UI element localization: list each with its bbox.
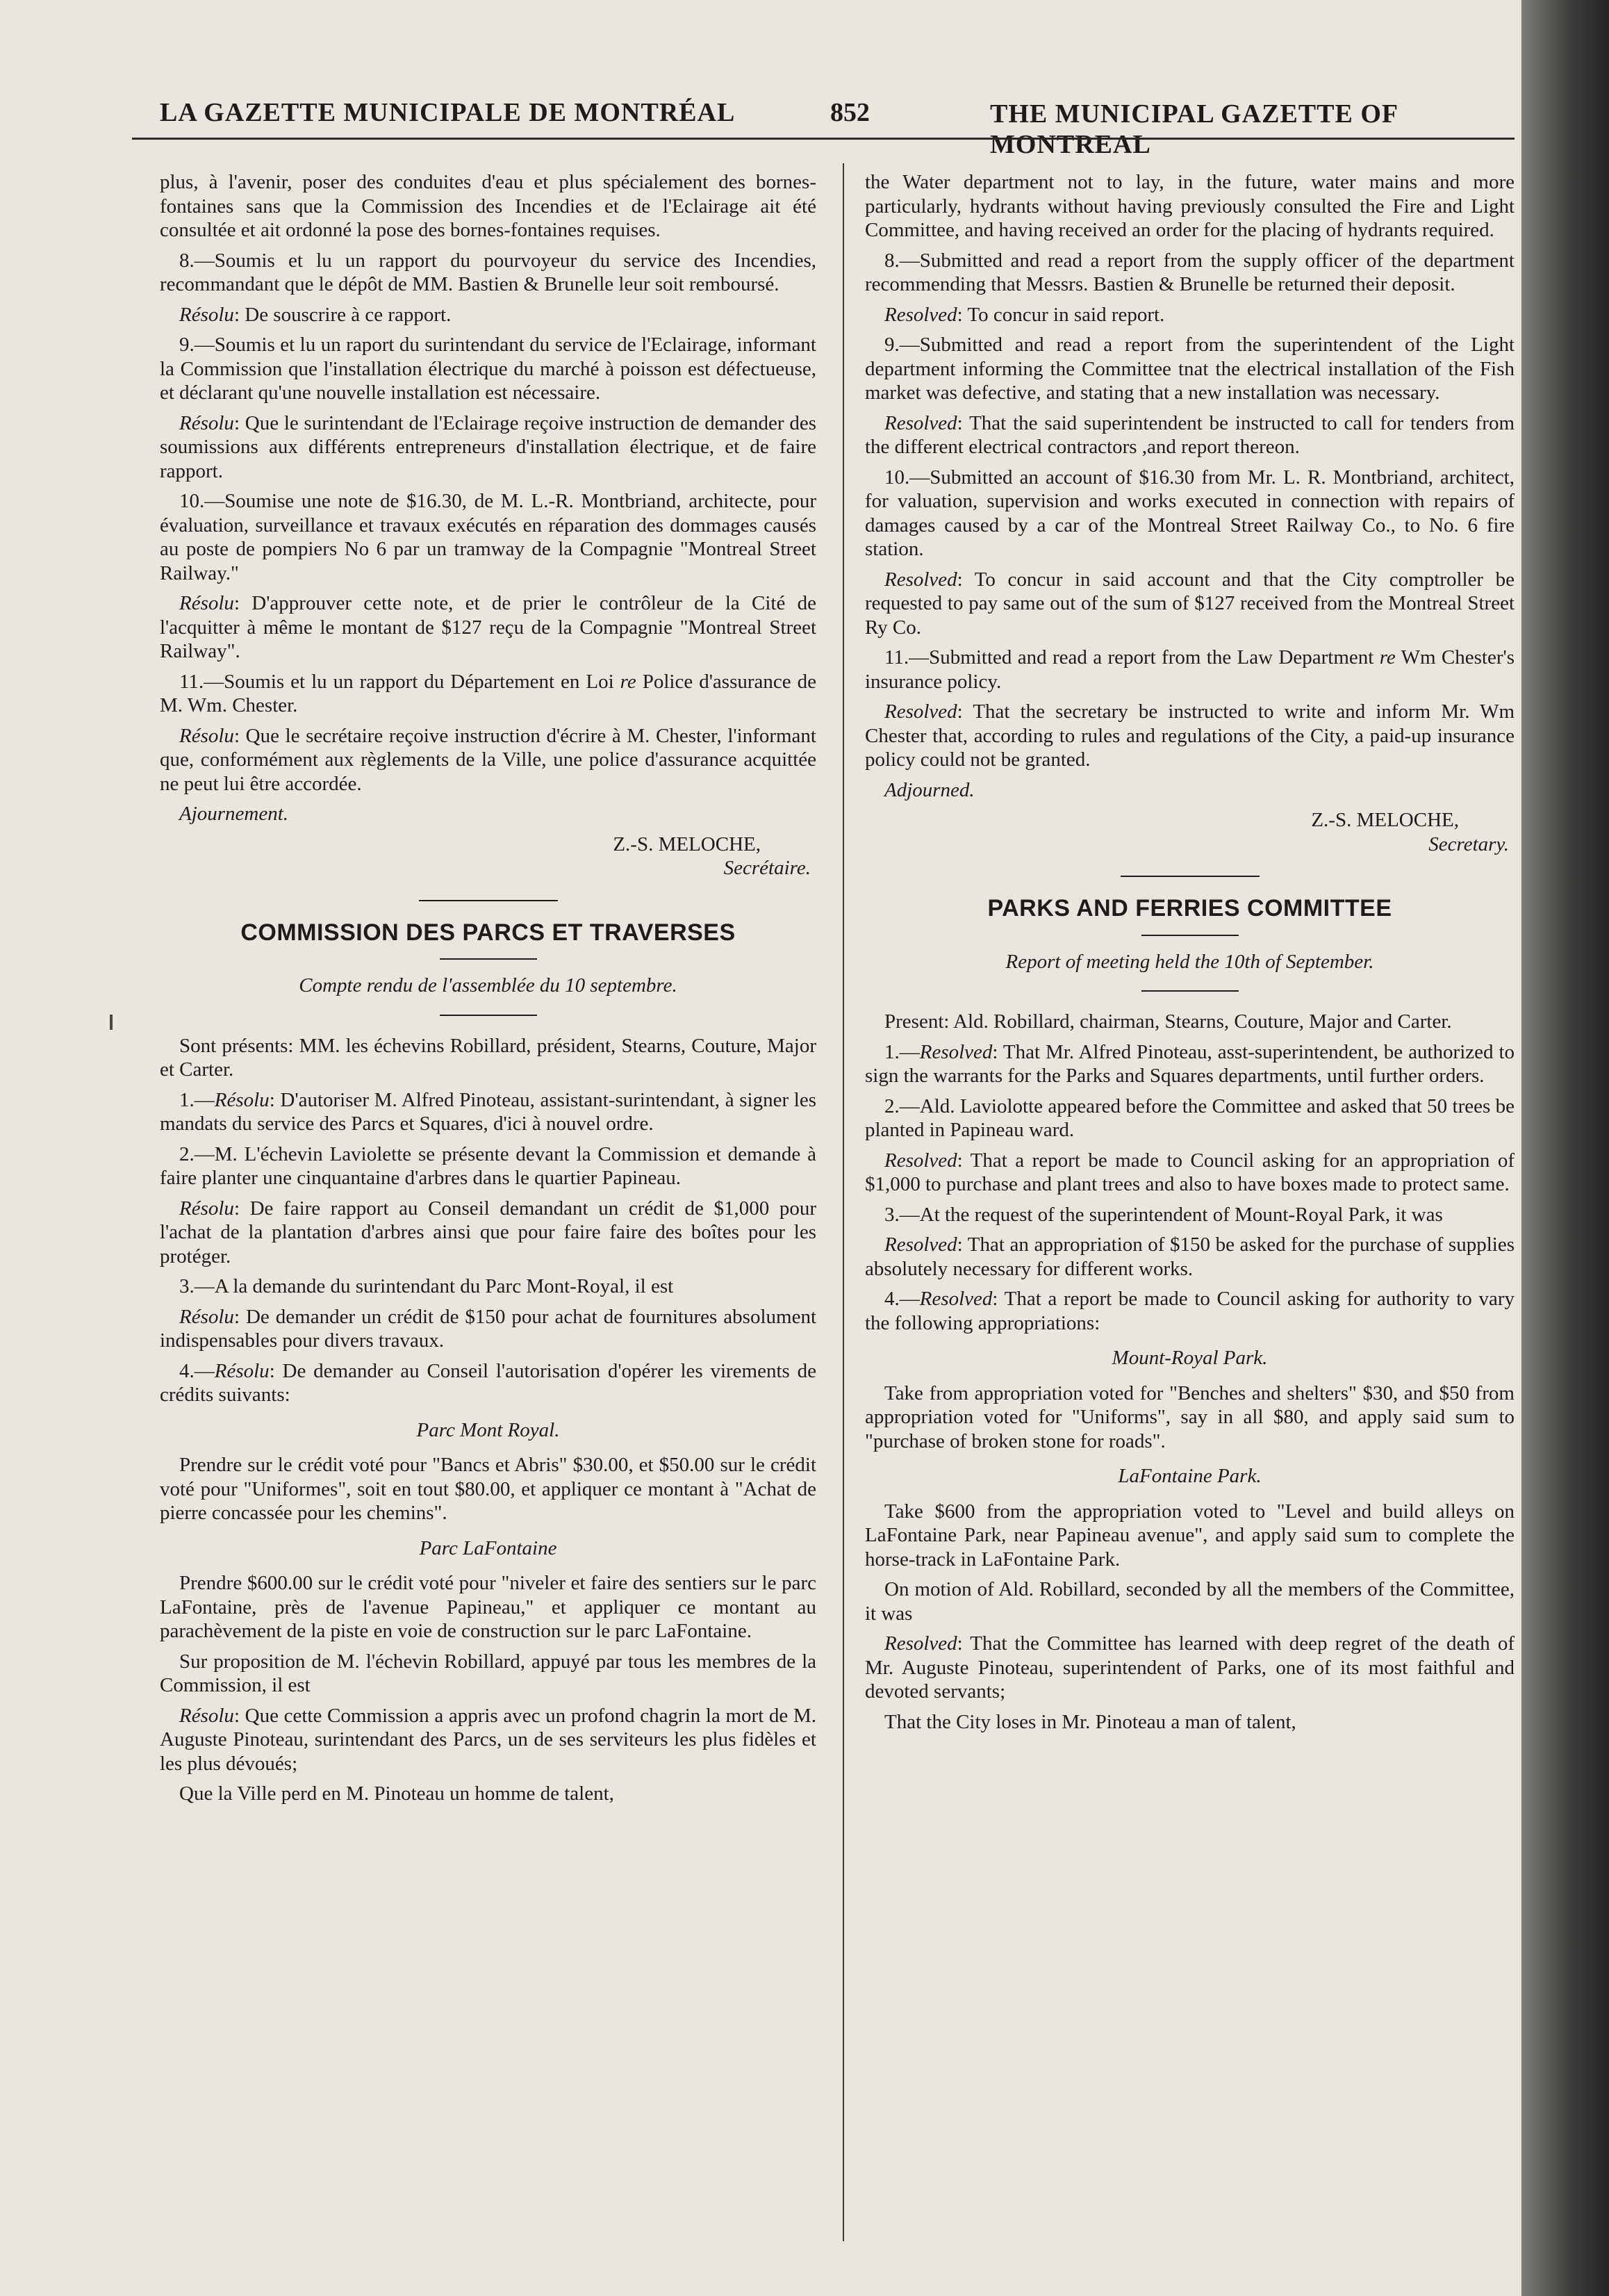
- paragraph: 8.—Soumis et lu un rapport du pourvoyeur du service des Incendies, recommandant que le dépôt de MM. Bastien & Brunelle leur soit remboursé.: [160, 249, 816, 295]
- paragraph: Prendre $600.00 sur le crédit voté pour "niveler et faire des sentiers sur le parc LaFontaine, près de l'avenue Papineau," et appliquer ce montant au parachèvement de la piste en voie de construction sur le parc LaFontaine.: [160, 1572, 816, 1642]
- resolution: [160, 1088, 816, 1136]
- resolution: [160, 411, 816, 484]
- resolution-label: Résolu: [214, 1088, 270, 1111]
- resolution: [865, 1287, 1515, 1335]
- resolution: [865, 411, 1515, 459]
- text-span: 4.—: [179, 1359, 215, 1382]
- section-rule: [419, 900, 558, 901]
- header-title-french: LA GAZETTE MUNICIPALE DE MONTRÉAL: [160, 98, 736, 127]
- resolution-label: Résolu: [179, 592, 234, 614]
- resolution-text: : De demander au Conseil l'autorisation d'opérer les virements de crédits suivants:: [160, 1359, 816, 1406]
- resolution: [160, 1197, 816, 1269]
- resolution: [865, 1233, 1515, 1281]
- page-number: 852: [830, 98, 870, 127]
- resolution: [160, 591, 816, 664]
- resolution-text: : Que cette Commission a appris avec un profond chagrin la mort de M. Auguste Pinoteau, surintendant des Parcs, un de ses serviteurs les plus fidèles et les plus dévoués;: [160, 1704, 816, 1775]
- resolution-label: Resolved: [884, 1233, 957, 1256]
- section-subtitle: Compte rendu de l'assemblée du 10 septembre.: [299, 974, 677, 997]
- resolution-text: : Que le surintendant de l'Eclairage reçoive instruction de demander des soumissions aux différents entrepreneurs d'installation électrique, et de faire rapport.: [160, 411, 816, 482]
- resolution-label: Resolved: [884, 1632, 957, 1655]
- paragraph: 9.—Submitted and read a report from the superintendent of the Light department informing the Committee tnat the electrical installation of the Fish market was defective, and stating that a new installation was necessary.: [865, 334, 1515, 404]
- section-rule: [1141, 990, 1239, 992]
- resolution-text: : De demander un crédit de $150 pour achat de fournitures absolument indispensables pour divers travaux.: [160, 1305, 816, 1352]
- header-title-english: THE MUNICIPAL GAZETTE OF MONTREAL: [990, 99, 1398, 159]
- resolution: [160, 1359, 816, 1407]
- text-span: 1.—: [884, 1040, 920, 1063]
- section-rule: [440, 958, 537, 960]
- text-span: 11.—Submitted and read a report from the Law Department: [884, 646, 1380, 669]
- resolution-label: Resolved: [884, 1149, 957, 1172]
- english-column: [865, 170, 1515, 1740]
- adjournment: Adjourned.: [884, 778, 975, 801]
- paragraph: 8.—Submitted and read a report from the supply officer of the department recommending that Messrs. Bastien & Brunelle be returned their deposit.: [865, 249, 1515, 295]
- resolution: [865, 1040, 1515, 1088]
- section-rule: [1141, 935, 1239, 936]
- resolution-text: : D'approuver cette note, et de prier le contrôleur de la Cité de l'acquitter à même le montant de $127 reçu de la Compagnie "Montreal Street Railway".: [160, 592, 816, 662]
- paragraph: Que la Ville perd en M. Pinoteau un homme de talent,: [179, 1782, 614, 1805]
- resolution: [865, 1632, 1515, 1704]
- signature-title: Secretary.: [1428, 833, 1509, 855]
- section-title: COMMISSION DES PARCS ET TRAVERSES: [240, 919, 736, 946]
- resolution-label: Resolved: [919, 1288, 993, 1310]
- paragraph: Sur proposition de M. l'échevin Robillard, appuyé par tous les membres de la Commission, il est: [160, 1650, 816, 1696]
- park-heading: Mount-Royal Park.: [1112, 1347, 1268, 1369]
- resolution-text: : That an appropriation of $150 be asked for the purchase of supplies absolutely necessary for different works.: [865, 1233, 1515, 1280]
- resolution: [865, 568, 1515, 640]
- section-rule: [440, 1015, 537, 1016]
- resolution-text: : That a report be made to Council asking for an appropriation of $1,000 to purchase and plant trees and also to have boxes made to protect same.: [865, 1149, 1515, 1195]
- resolution-label: Resolved: [884, 303, 957, 326]
- section-title: PARKS AND FERRIES COMMITTEE: [987, 895, 1392, 921]
- text-span: 11.—Soumis et lu un rapport du Département en Loi: [179, 670, 620, 693]
- paragraph: Prendre sur le crédit voté pour "Bancs et Abris" $30.00, et $50.00 sur le crédit voté pour "Uniformes", soit en tout $80.00, et appliquer ce montant à "Achat de pierre concassée pour les chemins".: [160, 1454, 816, 1524]
- text-span: re: [1379, 646, 1396, 669]
- resolution: [865, 1149, 1515, 1197]
- resolution-label: Résolu: [179, 724, 234, 747]
- resolution: [865, 700, 1515, 772]
- resolution-label: Resolved: [884, 700, 957, 723]
- resolution-text: : To concur in said account and that the City comptroller be requested to pay same out of the sum of $127 received from the Montreal Street Ry Co.: [865, 568, 1515, 639]
- paragraph: Sont présents: MM. les échevins Robillard, président, Stearns, Couture, Major et Carter.: [160, 1034, 816, 1081]
- resolution-text: : To concur in said report.: [957, 303, 1165, 326]
- resolution-label: Résolu: [179, 1197, 234, 1220]
- paragraph: [160, 670, 816, 718]
- resolution: [160, 724, 816, 796]
- resolution: [160, 303, 816, 327]
- resolution-text: : That Mr. Alfred Pinoteau, asst-superintendent, be authorized to sign the warrants for the Parks and Squares departments, until further orders.: [865, 1040, 1515, 1087]
- resolution-text: : That the secretary be instructed to write and inform Mr. Wm Chester that, according to rules and regulations of the City, a paid-up insurance policy could not be granted.: [865, 700, 1515, 771]
- paragraph: plus, à l'avenir, poser des conduites d'eau et plus spécialement des bornes-fontaines sans que la Commission des Incendies et de l'Eclairage ait été consultée et ait ordonné la pose des bornes-fontaines requises.: [160, 171, 816, 241]
- binding-spine: [1521, 0, 1609, 2296]
- resolution-label: Résolu: [179, 303, 234, 326]
- resolution-text: : Que le secrétaire reçoive instruction d'écrire à M. Chester, l'informant que, conformément aux règlements de la Ville, une police d'assurance acquittée ne peut lui être accordée.: [160, 724, 816, 795]
- paragraph: Take from appropriation voted for "Benches and shelters" $30, and $50 from appropriation voted for "Uniforms", say in all $80, and apply said sum to "purchase of broken stone for roads".: [865, 1381, 1515, 1452]
- header-rule: [132, 138, 1515, 140]
- section-subtitle: Report of meeting held the 10th of September.: [1005, 950, 1374, 973]
- resolution-text: : That the Committee has learned with deep regret of the death of Mr. Auguste Pinoteau, superintendent of Parks, one of its most faithful and devoted servants;: [865, 1632, 1515, 1703]
- resolution-label: Résolu: [179, 1305, 234, 1328]
- signature-title: Secrétaire.: [723, 857, 811, 879]
- paragraph: 3.—A la demande du surintendant du Parc Mont-Royal, il est: [179, 1275, 674, 1297]
- paragraph: Present: Ald. Robillard, chairman, Stearns, Couture, Major and Carter.: [884, 1010, 1452, 1033]
- paragraph: On motion of Ald. Robillard, seconded by all the members of the Committee, it was: [865, 1578, 1515, 1625]
- park-heading: LaFontaine Park.: [1118, 1465, 1262, 1487]
- resolution-text: : De faire rapport au Conseil demandant un crédit de $1,000 pour l'achat de la plantation d'arbres ainsi que pour faire faire des boîtes pour les protéger.: [160, 1197, 816, 1268]
- resolution-text: : That the said superintendent be instructed to call for tenders from the different electrical contractors ,and report thereon.: [865, 411, 1515, 458]
- paragraph: 10.—Submitted an account of $16.30 from Mr. L. R. Montbriand, architect, for valuation, supervision and works executed in connection with repairs of damages caused by a car of the Montreal Street Railway Co., to No. 6 fire station.: [865, 466, 1515, 560]
- paragraph: 2.—Ald. Laviolotte appeared before the Committee and asked that 50 trees be planted in Papineau ward.: [865, 1094, 1515, 1141]
- park-heading: Parc LaFontaine: [419, 1536, 557, 1559]
- signature-name: Z.-S. MELOCHE,: [1311, 809, 1459, 831]
- column-divider: [843, 163, 844, 2241]
- park-heading: Parc Mont Royal.: [416, 1418, 560, 1441]
- resolution-text: : De souscrire à ce rapport.: [233, 303, 452, 326]
- text-span: re: [620, 670, 636, 693]
- resolution-label: Resolved: [884, 411, 957, 434]
- text-span: Police d'assurance de M. Wm. Chester.: [160, 670, 816, 716]
- paragraph: 2.—M. L'échevin Laviolette se présente devant la Commission et demande à faire planter une cinquantaine d'arbres dans le quartier Papineau.: [160, 1142, 816, 1189]
- french-column: [160, 170, 816, 1812]
- text-span: 4.—: [884, 1288, 920, 1310]
- paragraph: 10.—Soumise une note de $16.30, de M. L.-R. Montbriand, architecte, pour évaluation, surveillance et travaux exécutés en réparation des dommages causés au poste de pompiers No 6 par un tramway de la Compagnie "Montreal Street Railway.": [160, 490, 816, 584]
- resolution-label: Résolu: [214, 1359, 270, 1382]
- page-header: [160, 97, 1521, 159]
- signature-name: Z.-S. MELOCHE,: [613, 833, 761, 855]
- resolution-label: Résolu: [179, 411, 234, 434]
- text-span: 1.—: [179, 1088, 215, 1111]
- resolution-text: : D'autoriser M. Alfred Pinoteau, assistant-surintendant, à signer les mandats du service des Parcs et Squares, d'ici à nouvel ordre.: [160, 1088, 816, 1135]
- paragraph: Take $600 from the appropriation voted to "Level and build alleys on LaFontaine Park, near Papineau avenue", and apply said sum to complete the horse-track in LaFontaine Park.: [865, 1500, 1515, 1571]
- adjournment: Ajournement.: [179, 803, 289, 825]
- section-rule: [1121, 876, 1260, 877]
- paragraph: That the City loses in Mr. Pinoteau a man of talent,: [884, 1710, 1296, 1733]
- margin-mark: [110, 1015, 113, 1030]
- paragraph: 9.—Soumis et lu un raport du surintendant du service de l'Eclairage, informant la Commission que l'installation électrique du marché à poisson est défectueuse, et déclarant qu'une nouvelle installation est nécessaire.: [160, 334, 816, 404]
- text-span: Wm Chester's insurance policy.: [865, 646, 1515, 693]
- resolution-text: : That a report be made to Council asking for authority to vary the following appropriations:: [865, 1288, 1515, 1334]
- resolution: [865, 303, 1515, 327]
- resolution: [160, 1704, 816, 1776]
- resolution-label: Resolved: [919, 1040, 993, 1063]
- paragraph: 3.—At the request of the superintendent of Mount-Royal Park, it was: [884, 1203, 1443, 1226]
- resolution: [160, 1305, 816, 1353]
- paragraph: the Water department not to lay, in the future, water mains and more particularly, hydrants without having previously consulted the Fire and Light Committee, and having received an order for the placing of hydrants required.: [865, 171, 1515, 241]
- resolution-label: Resolved: [884, 568, 957, 591]
- resolution-label: Résolu: [179, 1704, 234, 1727]
- paragraph: [865, 646, 1515, 694]
